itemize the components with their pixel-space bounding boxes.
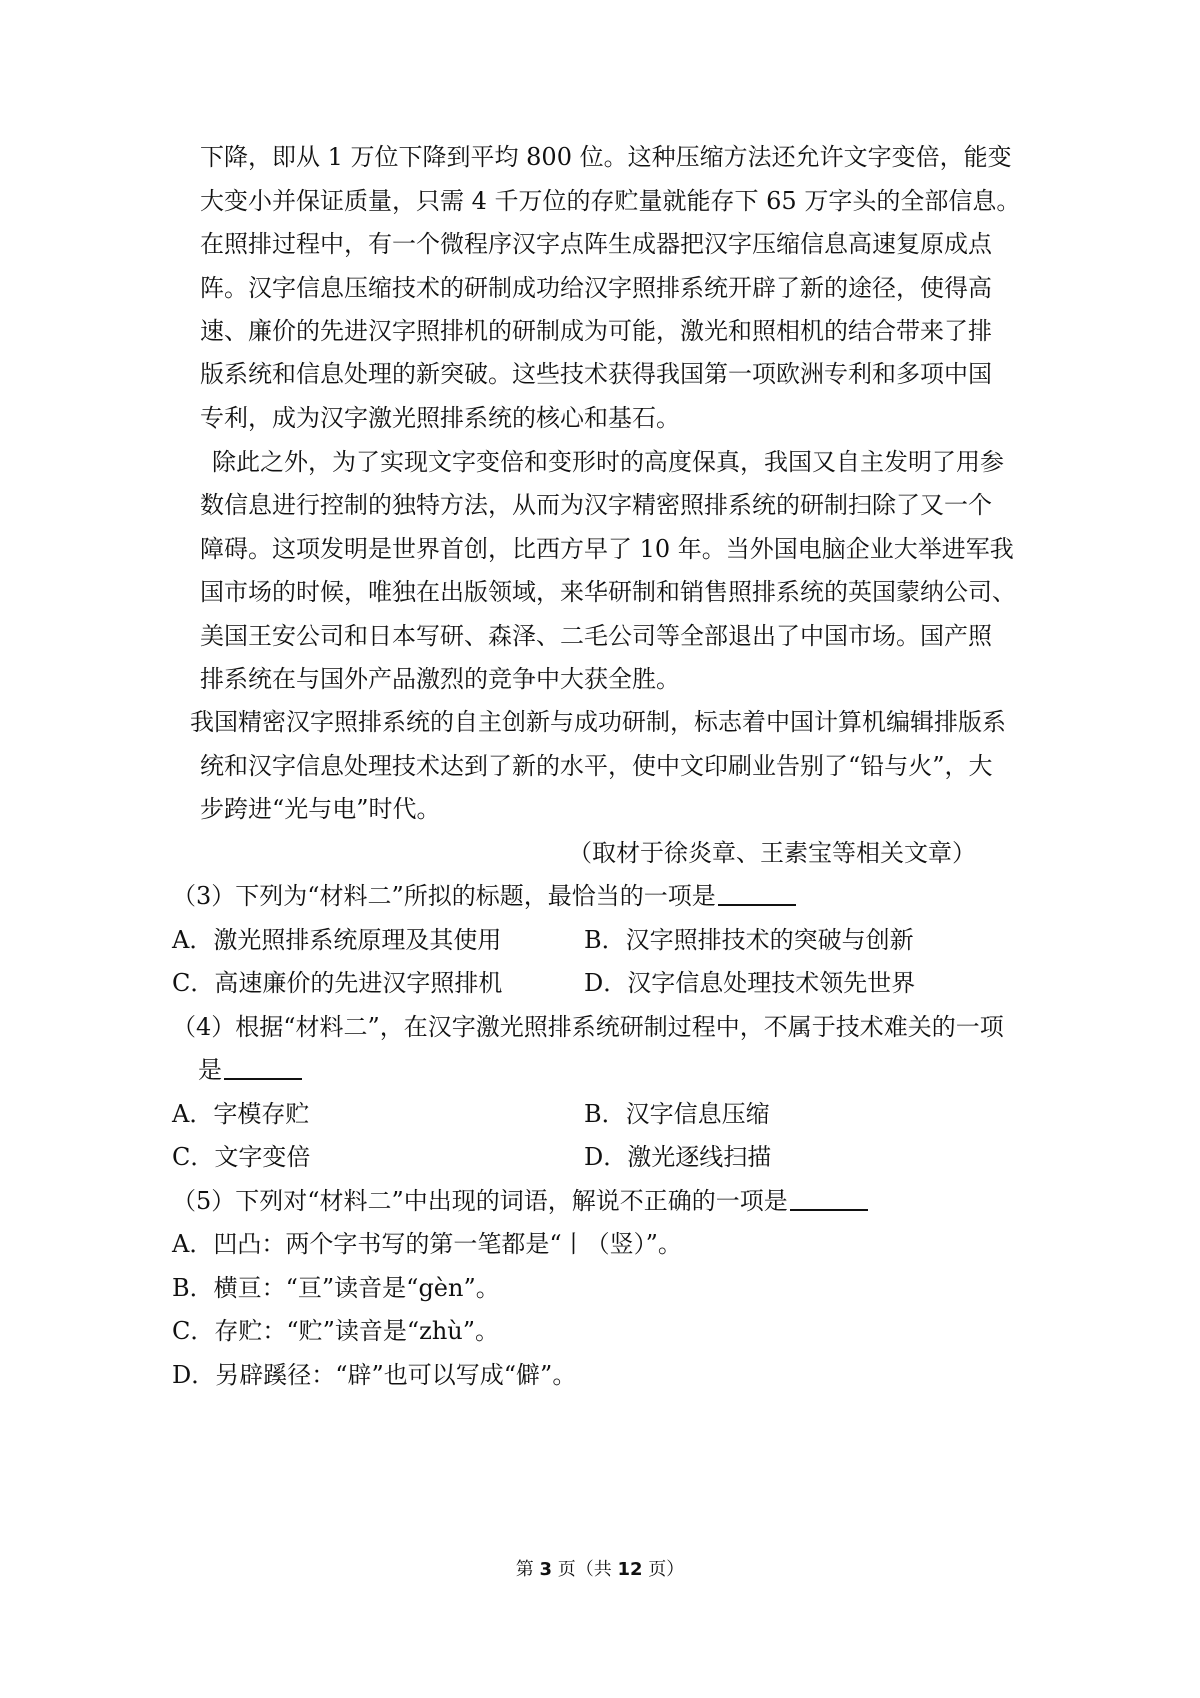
paragraph-line: 速、廉价的先进汉字照排机的研制成为可能，激光和照相机的结合带来了排 <box>200 317 992 345</box>
footer-middle: 页（共 <box>557 1559 612 1580</box>
paragraph-line: 版系统和信息处理的新突破。这些技术获得我国第一项欧洲专利和多项中国 <box>200 360 992 388</box>
question-stem <box>172 1185 868 1217</box>
paragraph-line: 我国精密汉字照排系统的自主创新与成功研制，标志着中国计算机编辑排版系 <box>190 708 1006 736</box>
question-stem-text: （3）下列为“材料二”所拟的标题，最恰当的一项是 <box>172 882 716 910</box>
paragraph-line: 美国王安公司和日本写研、森泽、二毛公司等全部退出了中国市场。国产照 <box>200 622 992 650</box>
paragraph-line: 除此之外，为了实现文字变倍和变形时的高度保真，我国又自主发明了用参 <box>212 448 1004 476</box>
question-stem: （4）根据“材料二”，在汉字激光照排系统研制过程中，不属于技术难关的一项 <box>172 1013 1004 1041</box>
question-stem-continuation <box>198 1054 302 1086</box>
paragraph-line: 大变小并保证质量，只需 4 千万位的存贮量就能存下 65 万字头的全部信息。 <box>200 187 1021 215</box>
option-d: D．汉字信息处理技术领先世界 <box>584 969 916 997</box>
footer-suffix: 页） <box>648 1559 685 1580</box>
option-d: D．激光逐线扫描 <box>584 1143 772 1171</box>
current-page-number: 3 <box>539 1559 552 1580</box>
footer-prefix: 第 <box>515 1559 534 1580</box>
option-c: C．高速廉价的先进汉字照排机 <box>172 969 503 997</box>
paragraph-line: 数信息进行控制的独特方法，从而为汉字精密照排系统的研制扫除了又一个 <box>200 491 992 519</box>
paragraph-line: 专利，成为汉字激光照排系统的核心和基石。 <box>200 404 680 432</box>
question-stem-text: 是 <box>198 1056 222 1084</box>
option-c: C．文字变倍 <box>172 1143 311 1171</box>
paragraph-line: 统和汉字信息处理技术达到了新的水平，使中文印刷业告别了“铅与火”，大 <box>200 752 993 780</box>
total-page-number: 12 <box>617 1559 643 1580</box>
option-b: B．横亘：“亘”读音是“gèn”。 <box>172 1274 500 1302</box>
option-a: A．字模存贮 <box>172 1100 310 1128</box>
answer-blank[interactable] <box>790 1185 868 1211</box>
question-stem-text: （5）下列对“材料二”中出现的词语，解说不正确的一项是 <box>172 1187 788 1215</box>
paragraph-line: 阵。汉字信息压缩技术的研制成功给汉字照排系统开辟了新的途径，使得高 <box>200 274 992 302</box>
answer-blank[interactable] <box>224 1054 302 1080</box>
paragraph-line: 步跨进“光与电”时代。 <box>200 795 441 823</box>
option-a: A．激光照排系统原理及其使用 <box>172 926 502 954</box>
option-a: A．凹凸：两个字书写的第一笔都是“丨（竖）”。 <box>172 1230 682 1258</box>
page-number-footer <box>0 1558 1200 1582</box>
source-note: （取材于徐炎章、王素宝等相关文章） <box>568 839 976 867</box>
question-stem <box>172 880 796 912</box>
option-b: B．汉字信息压缩 <box>584 1100 770 1128</box>
paragraph-line: 障碍。这项发明是世界首创，比西方早了 10 年。当外国电脑企业大举进军我 <box>200 535 1014 563</box>
option-c: C．存贮：“贮”读音是“zhù”。 <box>172 1317 499 1345</box>
option-b: B．汉字照排技术的突破与创新 <box>584 926 914 954</box>
paragraph-line: 排系统在与国外产品激烈的竞争中大获全胜。 <box>200 665 680 693</box>
paragraph-line: 下降，即从 1 万位下降到平均 800 位。这种压缩方法还允许文字变倍，能变 <box>200 143 1012 171</box>
option-d: D．另辟蹊径：“辟”也可以写成“僻”。 <box>172 1361 577 1389</box>
answer-blank[interactable] <box>718 880 796 906</box>
paragraph-line: 国市场的时候，唯独在出版领域，来华研制和销售照排系统的英国蒙纳公司、 <box>200 578 1016 606</box>
paragraph-line: 在照排过程中，有一个微程序汉字点阵生成器把汉字压缩信息高速复原成点 <box>200 230 992 258</box>
